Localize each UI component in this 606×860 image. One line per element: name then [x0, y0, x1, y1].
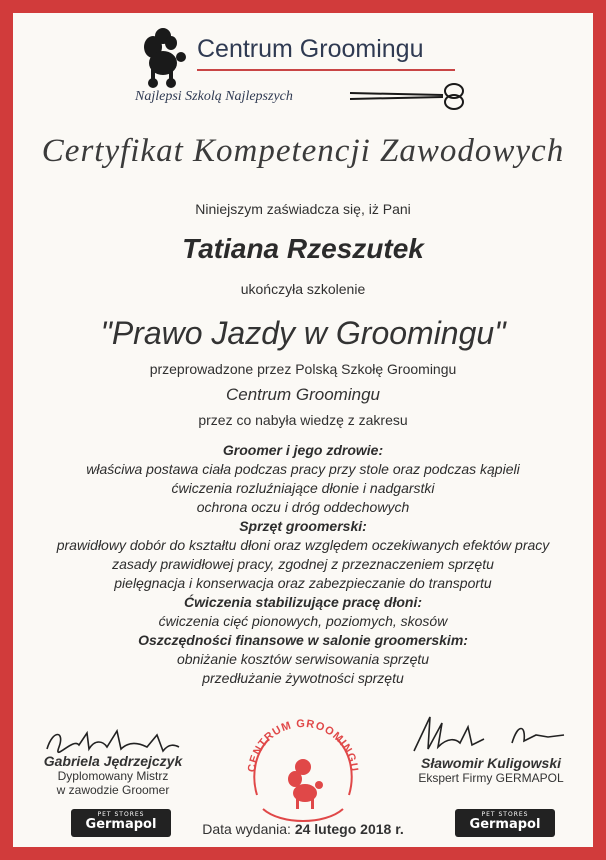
knowledge-text: przez co nabyła wiedzę z zakresu [198, 412, 408, 428]
poodle-logo-icon [133, 27, 189, 91]
completed-text: ukończyła szkolenie [240, 281, 366, 297]
conducted-by-text: przeprowadzone przez Polską Szkołę Groomingu [149, 361, 457, 377]
germapol-logo-right: PET STORES Germapol [455, 809, 555, 837]
signer-name: Gabriela Jędrzejczyk [43, 753, 183, 769]
section-heading: Groomer i jego zdrowie: [222, 442, 384, 458]
section-item: prawidłowy dobór do kształtu dłoni oraz względem oczekiwanych efektów pracy [56, 537, 550, 553]
seal-stamp [233, 709, 373, 833]
germapol-logo-left: PET STORES Germapol [71, 809, 171, 837]
recipient-name: Tatiana Rzeszutek [182, 233, 424, 264]
course-name: "Prawo Jazdy w Groomingu" [100, 315, 506, 351]
section-heading: Sprzęt groomerski: [239, 518, 367, 534]
section-item: ćwiczenia cięć pionowych, poziomych, skosów [158, 613, 448, 629]
signer-name: Sławomir Kuligowski [420, 755, 562, 771]
section-item: ochrona oczu i dróg oddechowych [196, 499, 410, 515]
seal-text: CENTRUM GROOMINGU [245, 717, 361, 773]
section-item: obniżanie kosztów serwisowania sprzętu [176, 651, 430, 667]
school-name: Centrum Groomingu [225, 385, 380, 404]
signature-right [401, 755, 581, 785]
signature-left [33, 753, 193, 797]
section-heading: Oszczędności finansowe w salonie groomerskim: [138, 632, 468, 648]
section-item: ćwiczenia rozluźniające dłonie i nadgarstki [171, 480, 435, 496]
signer-role: w zawodzie Groomer [56, 783, 170, 797]
brand-tagline: Najlepsi Szkolą Najlepszych [135, 89, 293, 104]
certificate-title: Certyfikat Kompetencji Zawodowych [41, 133, 565, 169]
intro-text: Niniejszym zaświadcza się, iż Pani [195, 201, 411, 217]
section-item: zasady prawidłowej pracy, zgodnej z przeznaczeniem sprzętu [112, 556, 494, 572]
signer-role: Dyplomowany Mistrz [57, 769, 169, 783]
section-item: przedłużanie żywotności sprzętu [202, 670, 404, 686]
brand-name: Centrum Groomingu [197, 35, 424, 63]
scissors-icon [348, 81, 473, 111]
syllabus [13, 441, 593, 688]
section-item: pielęgnacja i konserwacja oraz zabezpieczanie do transportu [114, 575, 492, 591]
section-item: właściwa postawa ciała podczas pracy przy stole oraz podczas kąpieli [86, 461, 520, 477]
signer-role: Ekspert Firmy GERMAPOL [418, 771, 564, 785]
signature-right-icon [408, 713, 568, 757]
brand-underline [197, 69, 455, 71]
section-heading: Ćwiczenia stabilizujące pracę dłoni: [183, 594, 423, 610]
issue-date: Data wydania: 24 lutego 2018 r. [202, 821, 404, 837]
certificate [13, 13, 593, 847]
